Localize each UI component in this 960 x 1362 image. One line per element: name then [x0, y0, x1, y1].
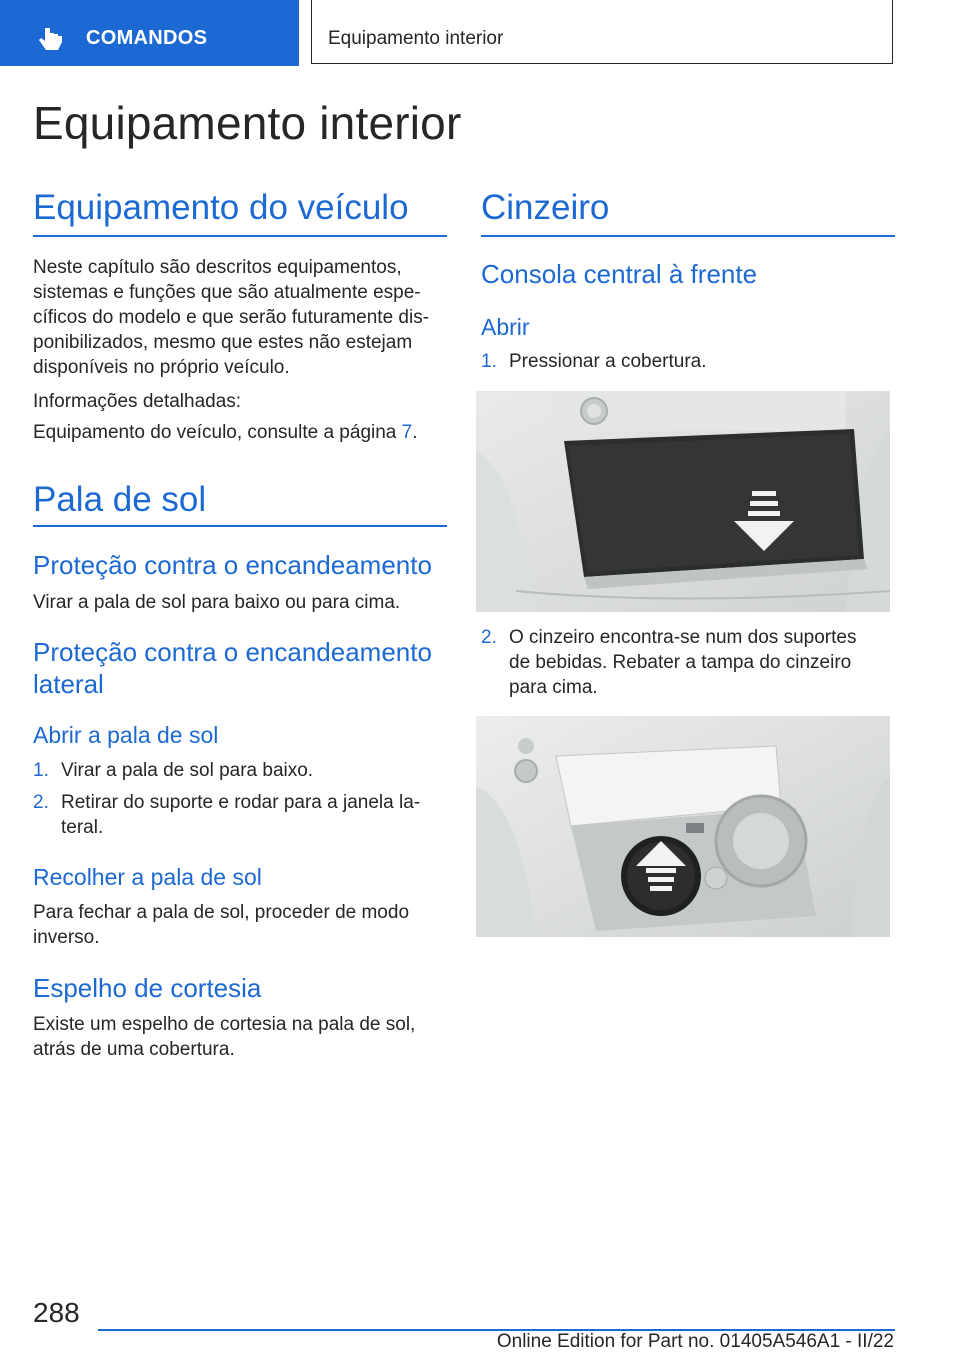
- details-reference: [33, 420, 418, 445]
- reference-end: .: [412, 422, 418, 443]
- text-line: de bebidas. Rebater a tampa do cinzeiro: [509, 652, 852, 673]
- glare-protection-text: Virar a pala de sol para baixo ou para cima.: [33, 592, 401, 613]
- section-title: COMANDOS: [86, 27, 208, 49]
- text-line: Existe um espelho de cortesia na pala de sol,: [33, 1014, 416, 1035]
- heading-rule: [33, 525, 447, 527]
- text-line: atrás de uma cobertura.: [33, 1039, 235, 1060]
- step-number: 1.: [481, 351, 497, 372]
- step-text: Pressionar a cobertura.: [509, 351, 707, 372]
- section-tab: [0, 0, 299, 66]
- text-line: disponíveis no próprio veículo.: [33, 357, 290, 378]
- edition-note: Online Edition for Part no. 01405A546A1 - II/22: [496, 1331, 894, 1352]
- open-heading: Abrir: [481, 314, 530, 340]
- heading-rule: [481, 235, 895, 237]
- page-title: Equipamento interior: [33, 97, 462, 149]
- side-glare-heading: [33, 636, 432, 700]
- text-line: Retirar do suporte e rodar para a janela la-: [61, 792, 421, 813]
- heading-line: Proteção contra o encandeamento: [33, 637, 432, 667]
- step-number: 2.: [33, 792, 49, 813]
- console-cover-drawing: [476, 391, 890, 612]
- list-item: [481, 625, 895, 700]
- text-line: ponibilizados, mesmo que estes não estejam: [33, 332, 413, 353]
- vehicle-equipment-heading: Equipamento do veículo: [33, 188, 409, 227]
- center-console-heading: Consola central à frente: [481, 259, 758, 289]
- heading-rule: [33, 235, 447, 237]
- sun-visor-heading: Pala de sol: [33, 480, 207, 519]
- reference-text: Equipamento do veículo, consulte a página: [33, 422, 397, 443]
- step-text: Virar a pala de sol para baixo.: [61, 760, 314, 781]
- text-line: sistemas e funções que são atualmente espe-: [33, 282, 421, 303]
- close-visor-heading: Recolher a pala de sol: [33, 864, 262, 890]
- heading-line: lateral: [33, 669, 104, 699]
- glare-protection-heading: Proteção contra o encandeamento: [33, 550, 432, 580]
- chapter-title: Equipamento interior: [328, 28, 504, 49]
- text-line: para cima.: [509, 677, 598, 698]
- step-text: [509, 625, 856, 700]
- open-visor-heading: Abrir a pala de sol: [33, 722, 219, 748]
- page-reference-link[interactable]: 7: [401, 422, 413, 443]
- step-text: [61, 790, 420, 840]
- text-line: Neste capítulo são descritos equipamentos,: [33, 257, 402, 278]
- intro-paragraph: [33, 255, 429, 380]
- list-item: [33, 758, 447, 783]
- close-visor-text: [33, 900, 409, 950]
- text-line: cíficos do modelo e que serão futuramente dis-: [33, 307, 430, 328]
- page-number: 288: [33, 1297, 80, 1328]
- step-number: 1.: [33, 760, 49, 781]
- list-item: [33, 790, 447, 840]
- details-label: Informações detalhadas:: [33, 391, 242, 412]
- cupholder-ashtray-drawing: [476, 716, 890, 937]
- list-item: [481, 349, 895, 374]
- text-line: Para fechar a pala de sol, proceder de modo: [33, 902, 410, 923]
- step-number: 2.: [481, 627, 497, 648]
- chapter-box: [311, 0, 893, 64]
- text-line: O cinzeiro encontra-se num dos suportes: [509, 627, 857, 648]
- ashtray-heading: Cinzeiro: [481, 188, 610, 227]
- text-line: teral.: [61, 817, 104, 838]
- vanity-mirror-text: [33, 1012, 415, 1062]
- vanity-mirror-heading: Espelho de cortesia: [33, 973, 262, 1003]
- ashtray-cover-illustration: [476, 391, 890, 612]
- touch-hand-icon: [36, 26, 66, 52]
- text-line: inverso.: [33, 927, 100, 948]
- ashtray-lid-illustration: [476, 716, 890, 937]
